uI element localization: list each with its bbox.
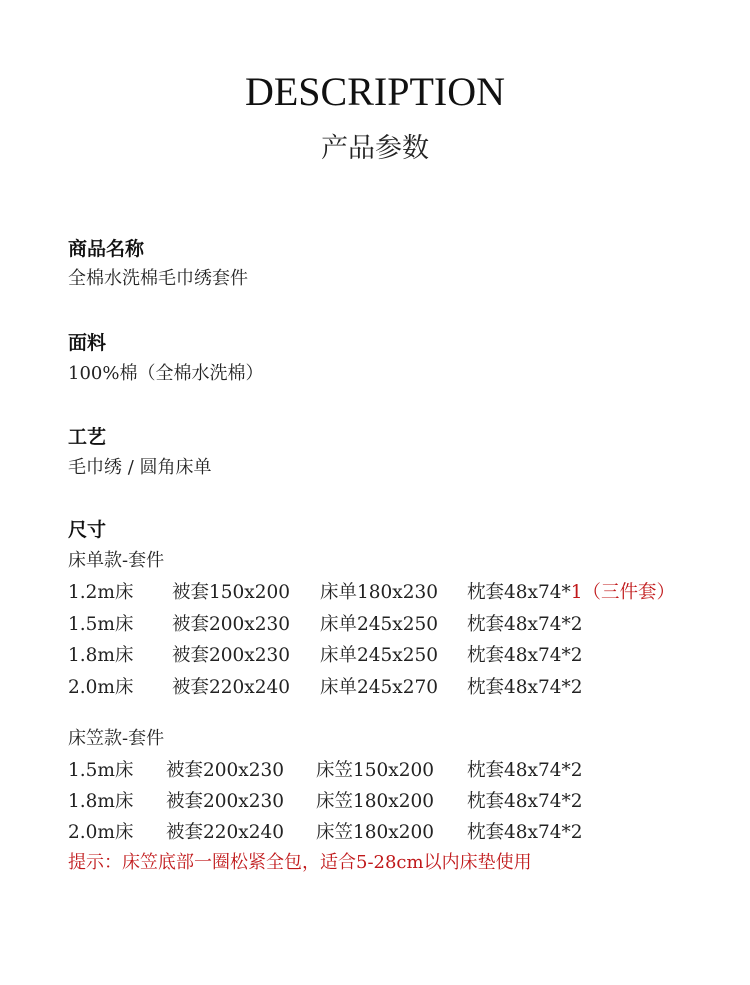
page-subtitle: 产品参数 xyxy=(321,133,429,164)
sheet-row-4-size: 2.0m床 xyxy=(68,677,134,698)
fitted-row-2-duvet: 被套200x230 xyxy=(166,791,285,812)
fitted-set-heading: 床笠款-套件 xyxy=(68,728,165,749)
size-label: 尺寸 xyxy=(68,519,107,541)
fitted-sheet-tip: 提示：床笠底部一圈松紧全包，适合5-28cm以内床垫使用 xyxy=(68,852,532,873)
fitted-row-2-pillow: 枕套48x74*2 xyxy=(467,791,583,812)
sheet-row-3-sheet: 床单245x250 xyxy=(320,645,439,666)
fitted-row-1-fitted: 床笠150x200 xyxy=(316,760,435,781)
sheet-row-1-duvet: 被套150x200 xyxy=(172,582,291,603)
sheet-row-3-pillow: 枕套48x74*2 xyxy=(467,645,583,666)
sheet-row-4-sheet: 床单245x270 xyxy=(320,677,439,698)
fitted-row-2-size: 1.8m床 xyxy=(68,791,134,812)
product-name-value: 全棉水洗棉毛巾绣套件 xyxy=(68,268,248,289)
sheet-row-2-duvet: 被套200x230 xyxy=(172,614,291,635)
fitted-row-1-pillow: 枕套48x74*2 xyxy=(467,760,583,781)
fitted-row-3-duvet: 被套220x240 xyxy=(166,822,285,843)
product-name-label: 商品名称 xyxy=(68,238,145,260)
fitted-row-3-pillow: 枕套48x74*2 xyxy=(467,822,583,843)
fitted-row-3-size: 2.0m床 xyxy=(68,822,134,843)
sheet-row-3-size: 1.8m床 xyxy=(68,645,134,666)
sheet-row-2-size: 1.5m床 xyxy=(68,614,134,635)
sheet-row-2-pillow: 枕套48x74*2 xyxy=(467,614,583,635)
sheet-row-1-size: 1.2m床 xyxy=(68,582,134,603)
sheet-row-1-pillow: 枕套48x74*1（三件套） xyxy=(467,582,676,603)
sheet-set-heading: 床单款-套件 xyxy=(68,550,165,571)
craft-label: 工艺 xyxy=(68,426,107,448)
fabric-value: 100%棉（全棉水洗棉） xyxy=(68,363,264,384)
fitted-row-1-size: 1.5m床 xyxy=(68,760,134,781)
page-title: DESCRIPTION xyxy=(244,69,506,114)
three-piece-note: 1（三件套） xyxy=(570,582,676,603)
sheet-row-1-sheet: 床单180x230 xyxy=(320,582,439,603)
fitted-row-2-fitted: 床笠180x200 xyxy=(316,791,435,812)
fabric-label: 面料 xyxy=(68,332,107,354)
fitted-row-3-fitted: 床笠180x200 xyxy=(316,822,435,843)
craft-value: 毛巾绣 / 圆角床单 xyxy=(68,457,212,478)
sheet-row-3-duvet: 被套200x230 xyxy=(172,645,291,666)
sheet-row-2-sheet: 床单245x250 xyxy=(320,614,439,635)
sheet-row-4-pillow: 枕套48x74*2 xyxy=(467,677,583,698)
fitted-row-1-duvet: 被套200x230 xyxy=(166,760,285,781)
sheet-row-4-duvet: 被套220x240 xyxy=(172,677,291,698)
